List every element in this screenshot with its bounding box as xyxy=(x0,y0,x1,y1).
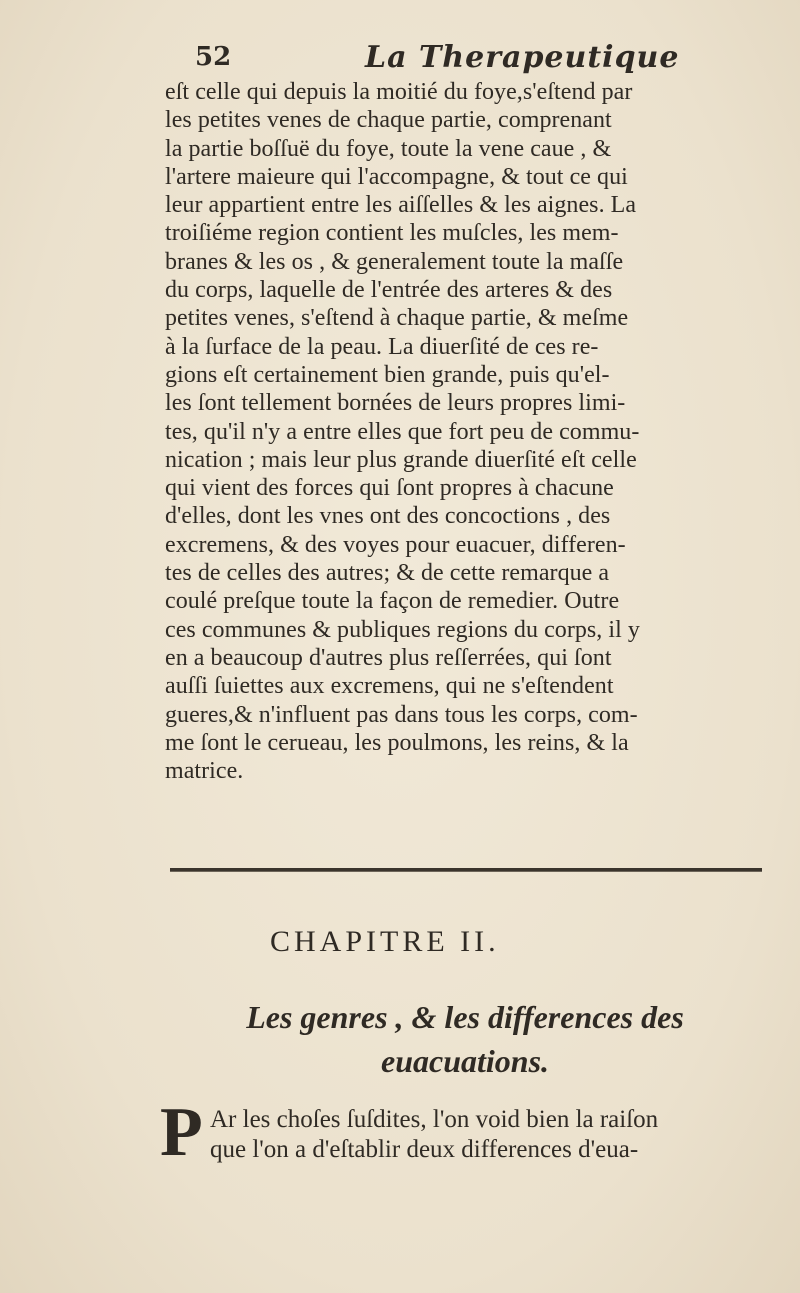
ornamental-rule xyxy=(170,868,762,872)
text-line: les petites venes de chaque partie, comprenant xyxy=(165,107,612,134)
text-line: la partie boſſuë du foye, toute la vene caue , & xyxy=(165,135,612,162)
running-title: La Therapeutique xyxy=(365,40,680,75)
text-line: que l'on a d'eſtablir deux differences d'eua- xyxy=(210,1136,639,1163)
chapter-title-line: euacuations. xyxy=(380,1043,550,1079)
text-line: d'elles, dont les vnes ont des concoctions , des xyxy=(165,503,611,530)
drop-cap: P xyxy=(160,1094,203,1171)
text-line: me ſont le cerueau, les poulmons, les reins, & la xyxy=(165,729,629,756)
text-line: gions eſt certainement bien grande, puis qu'el- xyxy=(165,361,610,388)
text-line: tes, qu'il n'y a entre elles que fort peu de commu- xyxy=(165,418,640,445)
text-line: excremens, & des voyes pour euacuer, differen- xyxy=(165,531,626,558)
text-line: en a beaucoup d'autres plus reſſerrées, qui ſont xyxy=(165,644,612,671)
text-line: leur appartient entre les aiſſelles & les aignes. La xyxy=(165,192,637,219)
chapter-title-line: Les genres , & les differences des xyxy=(246,999,684,1035)
text-line: auſſi ſuiettes aux excremens, qui ne s'eſtendent xyxy=(165,673,614,700)
text-line: tes de celles des autres; & de cette remarque a xyxy=(165,560,610,587)
text-line: à la ſurface de la peau. La diuerſité de ces re- xyxy=(165,333,599,360)
text-line: branes & les os , & generalement toute la maſſe xyxy=(165,248,624,275)
body-paragraph xyxy=(165,78,765,785)
text-line: les ſont tellement bornées de leurs propres limi- xyxy=(165,390,626,417)
text-line: petites venes, s'eſtend à chaque partie, & meſme xyxy=(165,305,629,332)
text-line: nication ; mais leur plus grande diuerſité eſt celle xyxy=(165,446,637,473)
chapter-heading: CHAPITRE II. xyxy=(270,925,500,958)
text-line: gueres,& n'influent pas dans tous les corps, com- xyxy=(165,701,638,728)
text-line: ces communes & publiques regions du corps, il y xyxy=(165,616,640,643)
chapter-title xyxy=(165,995,765,1083)
opening-paragraph xyxy=(160,1094,770,1171)
page-header xyxy=(165,40,745,80)
text-line: matrice. xyxy=(165,758,244,785)
page-number: 52 xyxy=(195,42,232,72)
text-line: du corps, laquelle de l'entrée des arteres & des xyxy=(165,277,613,304)
text-line: qui vient des forces qui ſont propres à chacune xyxy=(165,475,614,502)
text-line: l'artere maieure qui l'accompagne, & tout ce qui xyxy=(165,163,628,190)
text-line: coulé preſque toute la façon de remedier. Outre xyxy=(165,588,620,615)
text-line: Ar les choſes ſuſdites, l'on void bien la raiſon xyxy=(210,1106,659,1133)
text-line: eſt celle qui depuis la moitié du foye,s'eſtend par xyxy=(165,79,633,105)
text-line: troiſiéme region contient les muſcles, les mem- xyxy=(165,220,619,247)
